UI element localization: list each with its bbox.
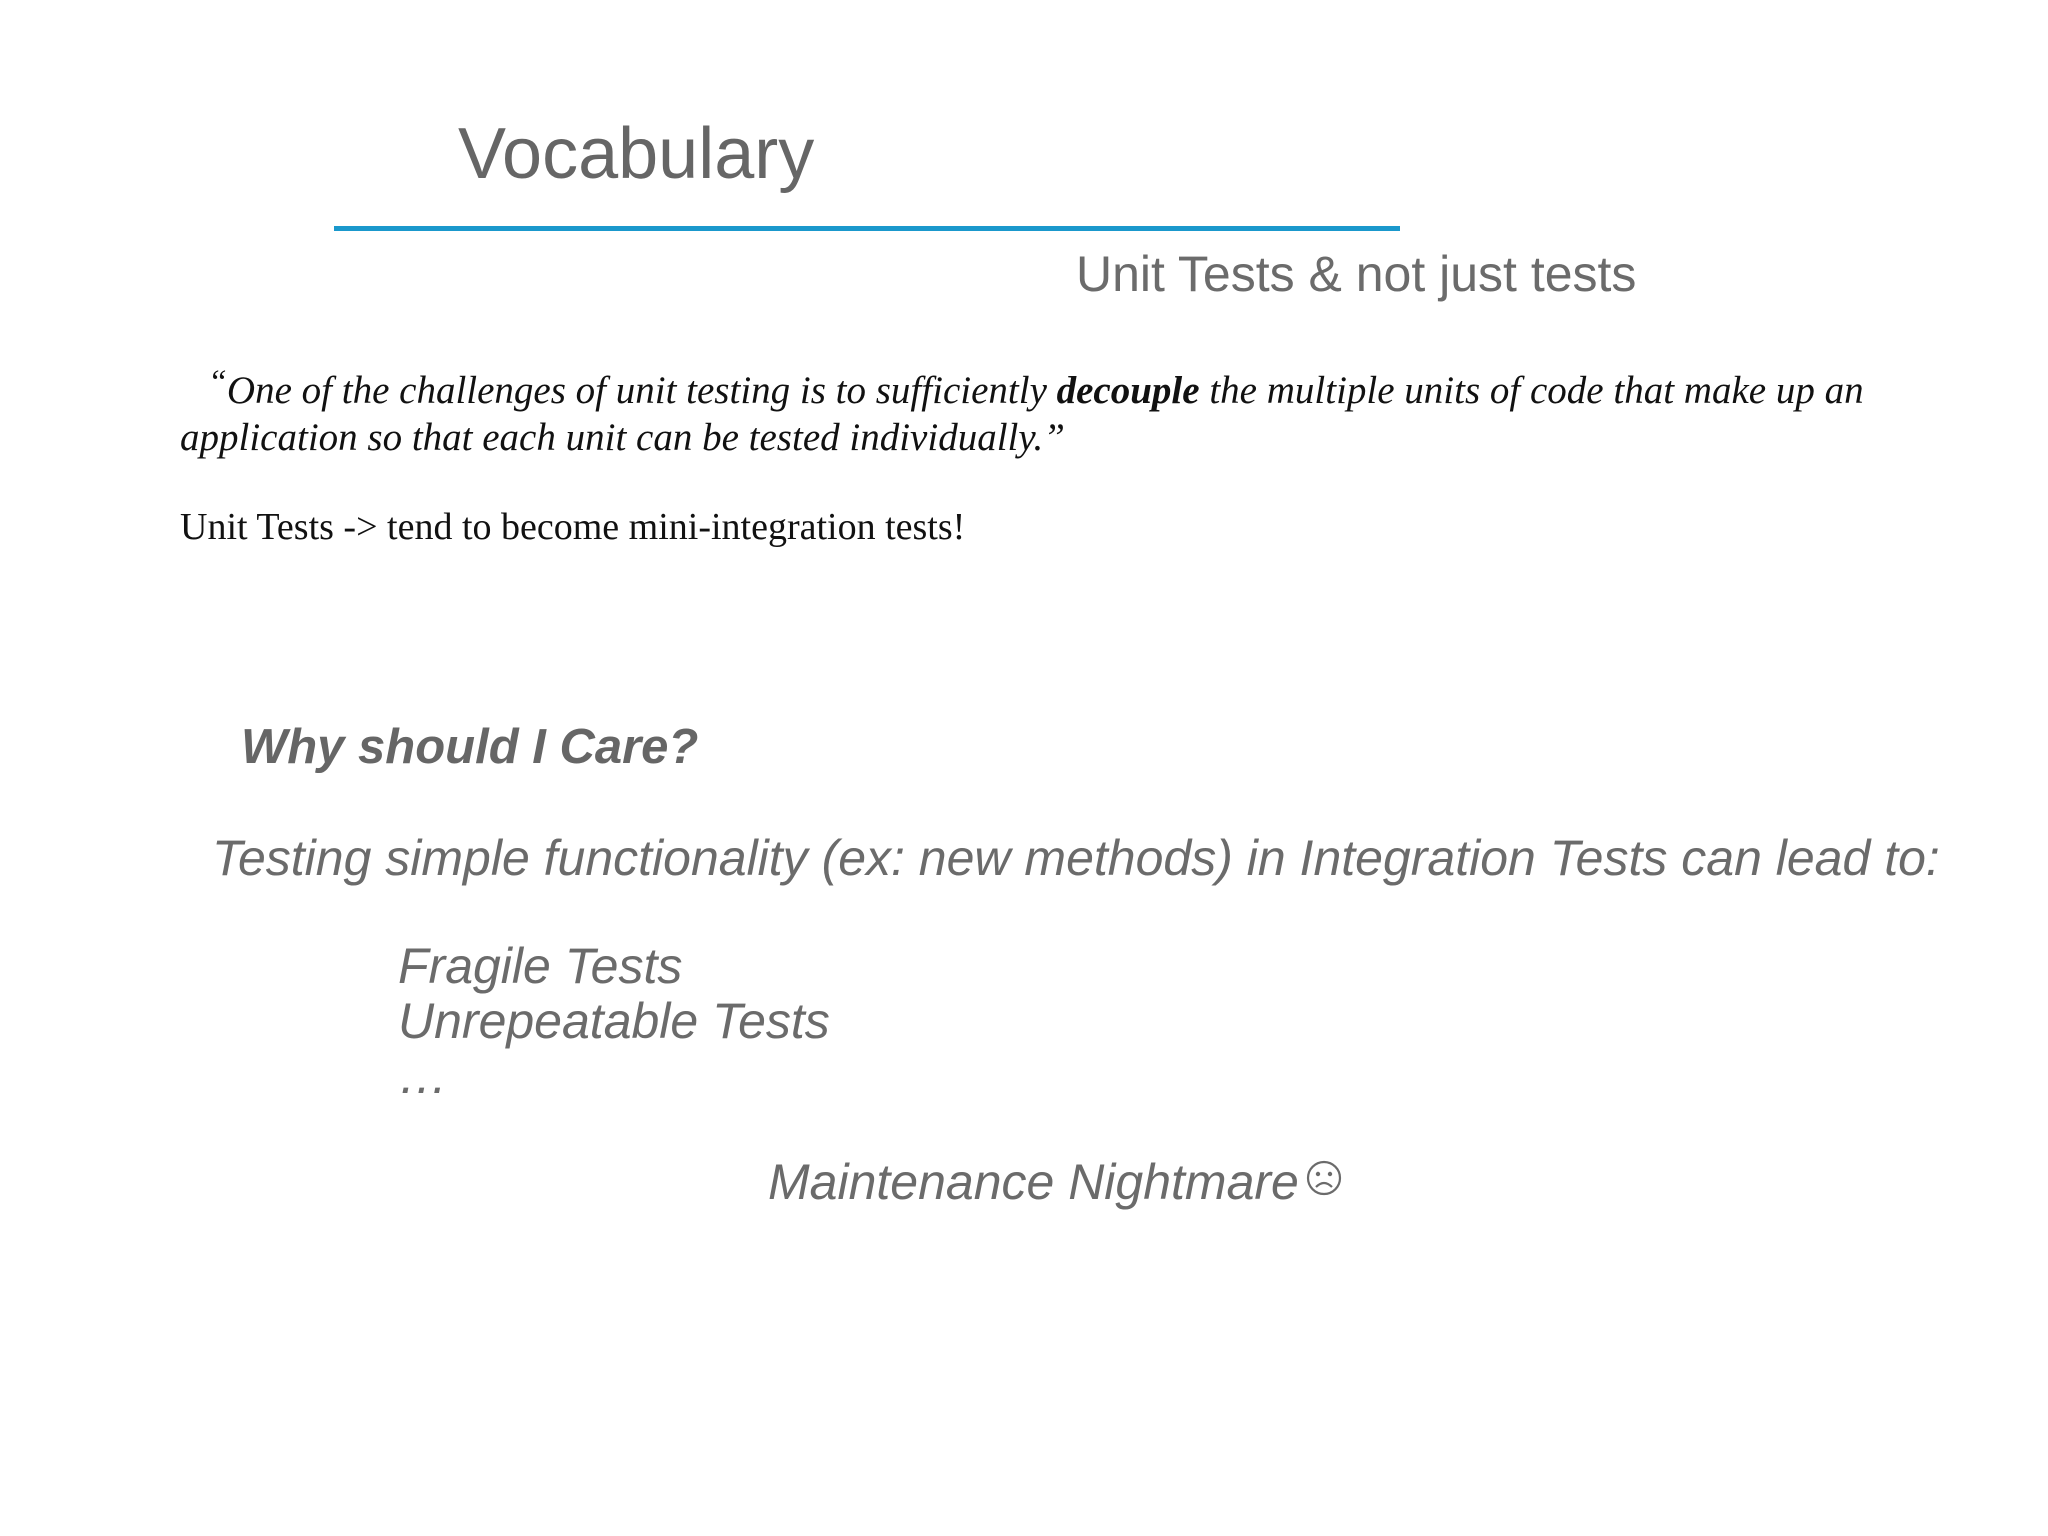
consequence-item-unrepeatable: Unrepeatable Tests [398, 993, 830, 1049]
quote-open-mark: “ [208, 364, 227, 401]
conclusion [768, 1154, 1343, 1211]
slide-subtitle: Unit Tests & not just tests [1076, 246, 1637, 302]
quote-text-after: the multiple units of code that make up an application so that each unit can be tested individually.” [180, 369, 1864, 459]
title-underline [334, 226, 1400, 231]
why-heading: Why should I Care? [241, 720, 699, 774]
consequence-item-ellipsis: … [398, 1048, 448, 1104]
unit-tests-statement: Unit Tests -> tend to become mini-integration tests! [180, 506, 966, 548]
consequence-list [398, 939, 830, 1104]
quote-text-before: One of the challenges of unit testing is to sufficiently [226, 369, 1057, 412]
quote-emphasis: decouple [1056, 369, 1200, 412]
quote-block [180, 364, 1920, 460]
lead-text: Testing simple functionality (ex: new methods) in Integration Tests can lead to: [212, 830, 1940, 886]
slide-title: Vocabulary [458, 114, 815, 194]
conclusion-text: Maintenance Nightmare [768, 1154, 1299, 1210]
consequence-item-fragile: Fragile Tests [398, 938, 683, 994]
sad-face-icon [1305, 1155, 1343, 1205]
